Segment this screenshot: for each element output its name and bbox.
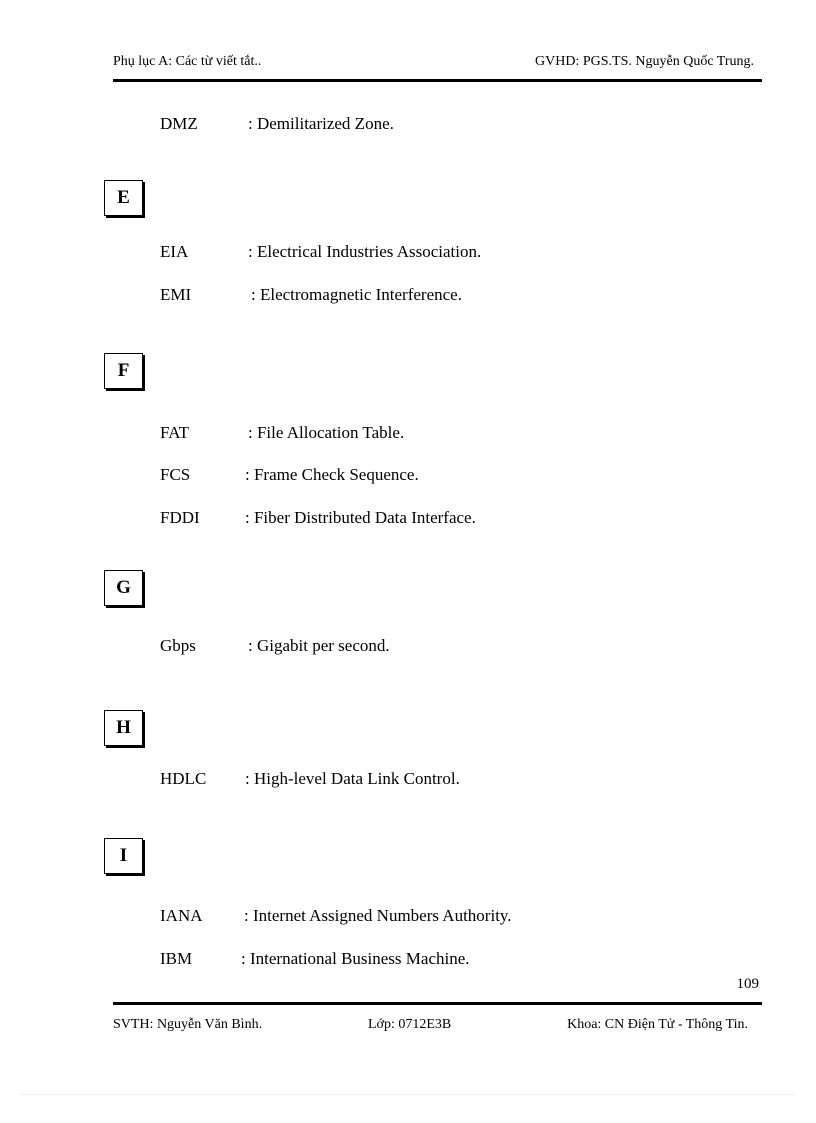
page-number: 109: [736, 976, 759, 992]
section-letter-g: G: [104, 570, 143, 606]
footer-faculty: Khoa: CN Điện Tử - Thông Tin.: [567, 1017, 748, 1032]
footer-student: SVTH: Nguyễn Văn Bình.: [113, 1017, 263, 1032]
def-eia: : Electrical Industries Association.: [248, 242, 482, 261]
section-letter-h: H: [104, 710, 143, 746]
abbr-ibm: IBM: [160, 949, 193, 968]
header-right: GVHD: PGS.TS. Nguyễn Quốc Trung.: [535, 54, 754, 69]
abbr-gbps: Gbps: [160, 636, 196, 655]
abbr-emi: EMI: [160, 285, 192, 304]
abbr-fat: FAT: [160, 423, 189, 442]
def-emi: : Electromagnetic Interference.: [251, 285, 462, 304]
def-fcs: : Frame Check Sequence.: [245, 465, 419, 484]
section-letter-f: F: [104, 353, 143, 389]
def-dmz: : Demilitarized Zone.: [248, 114, 394, 133]
section-letter-e: E: [104, 180, 143, 216]
abbr-fcs: FCS: [160, 465, 191, 484]
header-left: Phụ lục A: Các từ viết tắt..: [113, 54, 262, 69]
abbr-fddi: FDDI: [160, 508, 200, 527]
def-gbps: : Gigabit per second.: [248, 636, 390, 655]
abbr-eia: EIA: [160, 242, 189, 261]
def-hdlc: : High-level Data Link Control.: [245, 769, 460, 788]
header-rule: [113, 79, 762, 82]
abbr-hdlc: HDLC: [160, 769, 207, 788]
footer-class: Lớp: 0712E3B: [368, 1017, 452, 1032]
def-fat: : File Allocation Table.: [248, 423, 405, 442]
def-fddi: : Fiber Distributed Data Interface.: [245, 508, 476, 527]
abbr-iana: IANA: [160, 906, 203, 925]
def-ibm: : International Business Machine.: [241, 949, 470, 968]
footer-rule: [113, 1002, 762, 1005]
abbr-dmz: DMZ: [160, 114, 198, 133]
section-letter-i: I: [104, 838, 143, 874]
def-iana: : Internet Assigned Numbers Authority.: [244, 906, 512, 925]
bottom-dotted-line: [20, 1094, 796, 1095]
